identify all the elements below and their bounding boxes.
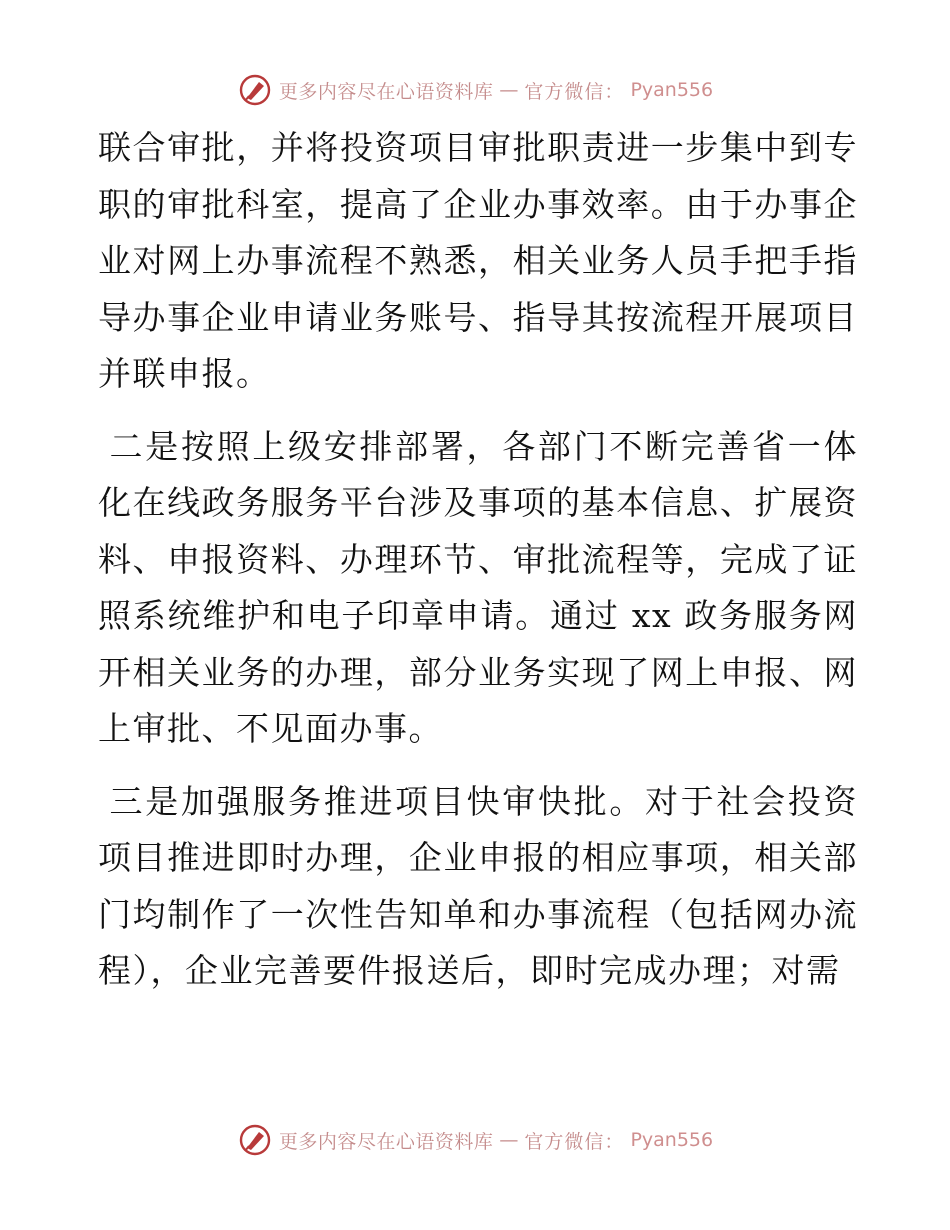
pen-nib-circle-icon: [237, 1122, 273, 1158]
pen-nib-circle-icon: [237, 72, 273, 108]
paragraph-2: 二是按照上级安排部署，各部门不断完善省一体化在线政务服务平台涉及事项的基本信息、扩展资料、申报资料、办理环节、审批流程等，完成了证照系统维护和电子印章申请。通过 xx 政务服务网开相关业务的办理，部分业务实现了网上申报、网上审批、不见面办事。: [98, 426, 858, 748]
watermark-main-text: 更多内容尽在心语资料库: [278, 1130, 494, 1153]
watermark-separator: —: [499, 79, 519, 101]
footer-watermark: [0, 1120, 950, 1160]
watermark-account: Pyan556: [630, 1129, 714, 1151]
header-watermark: [0, 70, 950, 110]
paragraph-1: 联合审批，并将投资项目审批职责进一步集中到专职的审批科室，提高了企业办事效率。由于办事企业对网上办事流程不熟悉，相关业务人员手把手指导办事企业申请业务账号、指导其按流程开展项目并联申报。: [98, 128, 858, 393]
watermark-main-text: 更多内容尽在心语资料库: [278, 80, 494, 103]
paragraph-3: 三是加强服务推进项目快审快批。对于社会投资项目推进即时办理，企业申报的相应事项，相关部门均制作了一次性告知单和办事流程（包括网办流程），企业完善要件报送后，即时完成办理；对需: [98, 781, 858, 990]
document-body: [98, 120, 858, 1000]
watermark-separator: —: [499, 1129, 519, 1151]
watermark-sub-text: 官方微信：: [524, 80, 625, 103]
watermark-account: Pyan556: [630, 79, 714, 101]
watermark-sub-text: 官方微信：: [524, 1130, 625, 1153]
